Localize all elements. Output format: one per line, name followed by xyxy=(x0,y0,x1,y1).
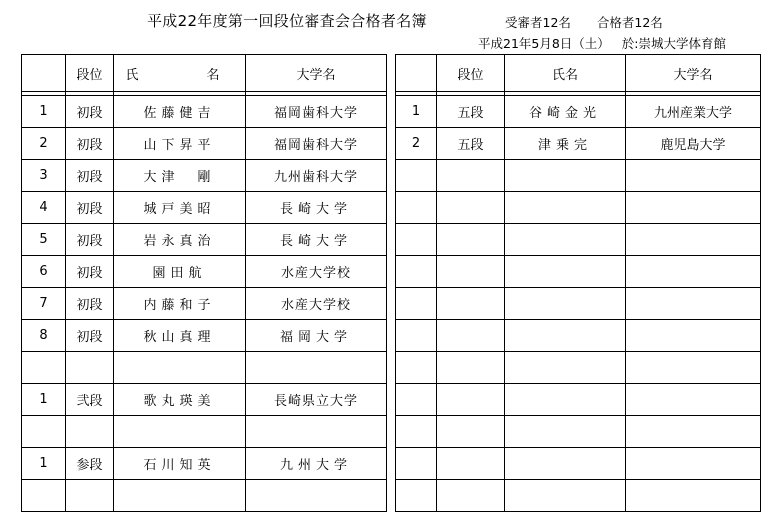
right-dan-cell xyxy=(437,192,505,224)
right-no-cell xyxy=(396,256,437,288)
left-univ-cell: 福岡大学 xyxy=(246,320,387,352)
left-name-cell: 歌丸瑛美 xyxy=(114,384,246,416)
left-univ-cell: 福岡歯科大学 xyxy=(246,96,387,128)
left-dan-cell: 参段 xyxy=(66,448,114,480)
left-dan-cell: 初段 xyxy=(66,320,114,352)
right-name-cell xyxy=(505,352,626,384)
left-dan-cell xyxy=(66,480,114,512)
left-no-cell: 3 xyxy=(22,160,66,192)
table-divider xyxy=(387,96,396,128)
page-title: 平成22年度第一回段位審査会合格者名簿 xyxy=(147,12,427,30)
right-no-cell xyxy=(396,288,437,320)
left-no-cell: 5 xyxy=(22,224,66,256)
right-no-cell xyxy=(396,480,437,512)
left-dan-cell xyxy=(66,416,114,448)
right-univ-cell xyxy=(626,352,761,384)
left-name-cell: 城戸美昭 xyxy=(114,192,246,224)
left-no-cell xyxy=(22,480,66,512)
left-univ-cell xyxy=(246,480,387,512)
left-dan-cell: 初段 xyxy=(66,256,114,288)
right-dan-cell: 五段 xyxy=(437,128,505,160)
exam-venue: 於:崇城大学体育館 xyxy=(621,36,727,51)
right-name-cell xyxy=(505,256,626,288)
table-divider xyxy=(387,416,396,448)
right-dan-cell xyxy=(437,320,505,352)
right-dan-cell xyxy=(437,448,505,480)
table-row xyxy=(22,288,761,320)
right-name-cell xyxy=(505,320,626,352)
right-dan-cell: 五段 xyxy=(437,96,505,128)
left-name-cell: 石川知英 xyxy=(114,448,246,480)
right-no-cell: 1 xyxy=(396,96,437,128)
right-no-cell xyxy=(396,448,437,480)
left-no-cell: 1 xyxy=(22,384,66,416)
right-name-cell xyxy=(505,480,626,512)
left-name-cell: 大津 剛 xyxy=(114,160,246,192)
table-row xyxy=(22,224,761,256)
right-dan-cell xyxy=(437,224,505,256)
left-dan-cell: 初段 xyxy=(66,96,114,128)
table-row xyxy=(22,352,761,384)
right-dan-cell xyxy=(437,256,505,288)
right-no-cell: 2 xyxy=(396,128,437,160)
right-univ-cell xyxy=(626,256,761,288)
left-name-cell xyxy=(114,416,246,448)
left-col-no-header xyxy=(22,55,66,92)
table-divider xyxy=(387,480,396,512)
right-no-cell xyxy=(396,192,437,224)
table-divider xyxy=(387,384,396,416)
table-divider xyxy=(387,288,396,320)
table-divider xyxy=(387,448,396,480)
right-dan-cell xyxy=(437,160,505,192)
right-dan-cell xyxy=(437,352,505,384)
left-col-dan-header: 段位 xyxy=(66,55,114,92)
right-univ-cell xyxy=(626,448,761,480)
table-divider xyxy=(387,224,396,256)
left-univ-cell xyxy=(246,352,387,384)
left-dan-cell: 初段 xyxy=(66,160,114,192)
right-name-cell xyxy=(505,224,626,256)
right-name-cell xyxy=(505,416,626,448)
right-univ-cell: 九州産業大学 xyxy=(626,96,761,128)
left-univ-cell: 九州大学 xyxy=(246,448,387,480)
left-dan-cell: 初段 xyxy=(66,128,114,160)
table-row xyxy=(22,416,761,448)
left-no-cell: 1 xyxy=(22,448,66,480)
right-no-cell xyxy=(396,160,437,192)
table-divider xyxy=(387,55,396,92)
table-divider xyxy=(387,128,396,160)
right-univ-cell xyxy=(626,288,761,320)
left-no-cell: 6 xyxy=(22,256,66,288)
left-univ-cell: 長崎大学 xyxy=(246,224,387,256)
left-no-cell: 8 xyxy=(22,320,66,352)
left-name-cell: 秋山真理 xyxy=(114,320,246,352)
table-row xyxy=(22,448,761,480)
right-univ-cell xyxy=(626,224,761,256)
left-no-cell: 7 xyxy=(22,288,66,320)
right-univ-cell xyxy=(626,480,761,512)
header-row xyxy=(22,55,761,92)
passed-count: 合格者12名 xyxy=(596,15,663,30)
right-dan-cell xyxy=(437,416,505,448)
table-divider xyxy=(387,352,396,384)
results-table xyxy=(21,54,761,512)
table-divider xyxy=(387,160,396,192)
table-divider xyxy=(387,192,396,224)
left-col-name-header: 氏 名 xyxy=(114,55,246,92)
right-univ-cell xyxy=(626,192,761,224)
left-univ-cell: 水産大学校 xyxy=(246,288,387,320)
table-row xyxy=(22,128,761,160)
right-univ-cell xyxy=(626,416,761,448)
right-univ-cell xyxy=(626,160,761,192)
left-univ-cell: 長崎県立大学 xyxy=(246,384,387,416)
right-dan-cell xyxy=(437,288,505,320)
left-name-cell: 山下昇平 xyxy=(114,128,246,160)
right-col-dan-header: 段位 xyxy=(437,55,505,92)
right-dan-cell xyxy=(437,384,505,416)
results-table-body xyxy=(22,55,761,512)
right-name-cell xyxy=(505,288,626,320)
exam-counts xyxy=(505,13,663,31)
table-row xyxy=(22,384,761,416)
left-univ-cell: 福岡歯科大学 xyxy=(246,128,387,160)
right-no-cell xyxy=(396,224,437,256)
left-no-cell xyxy=(22,416,66,448)
left-no-cell xyxy=(22,352,66,384)
left-name-cell: 内藤和子 xyxy=(114,288,246,320)
left-name-cell: 岩永真治 xyxy=(114,224,246,256)
left-dan-cell: 初段 xyxy=(66,288,114,320)
table-row xyxy=(22,480,761,512)
table-row xyxy=(22,96,761,128)
right-name-cell: 谷崎金光 xyxy=(505,96,626,128)
exam-date: 平成21年5月8日（土） xyxy=(478,36,610,51)
right-univ-cell: 鹿児島大学 xyxy=(626,128,761,160)
right-name-cell xyxy=(505,448,626,480)
right-no-cell xyxy=(396,416,437,448)
left-dan-cell: 弐段 xyxy=(66,384,114,416)
applicant-count: 受審者12名 xyxy=(505,15,571,30)
left-univ-cell: 水産大学校 xyxy=(246,256,387,288)
right-name-cell xyxy=(505,192,626,224)
right-name-cell: 津乗完 xyxy=(505,128,626,160)
left-col-univ-header: 大学名 xyxy=(246,55,387,92)
left-univ-cell xyxy=(246,416,387,448)
right-col-name-header: 氏名 xyxy=(505,55,626,92)
left-name-cell xyxy=(114,480,246,512)
table-row xyxy=(22,256,761,288)
table-divider xyxy=(387,320,396,352)
right-univ-cell xyxy=(626,320,761,352)
exam-date-venue xyxy=(478,34,726,52)
right-name-cell xyxy=(505,160,626,192)
left-univ-cell: 九州歯科大学 xyxy=(246,160,387,192)
left-dan-cell xyxy=(66,352,114,384)
table-row xyxy=(22,160,761,192)
table-row xyxy=(22,192,761,224)
table-row xyxy=(22,320,761,352)
left-dan-cell: 初段 xyxy=(66,192,114,224)
left-no-cell: 1 xyxy=(22,96,66,128)
left-name-cell: 佐藤健吉 xyxy=(114,96,246,128)
right-no-cell xyxy=(396,320,437,352)
right-univ-cell xyxy=(626,384,761,416)
left-no-cell: 4 xyxy=(22,192,66,224)
table-divider xyxy=(387,256,396,288)
left-dan-cell: 初段 xyxy=(66,224,114,256)
left-univ-cell: 長崎大学 xyxy=(246,192,387,224)
right-name-cell xyxy=(505,384,626,416)
right-col-univ-header: 大学名 xyxy=(626,55,761,92)
right-dan-cell xyxy=(437,480,505,512)
right-no-cell xyxy=(396,352,437,384)
right-no-cell xyxy=(396,384,437,416)
left-name-cell: 園田航 xyxy=(114,256,246,288)
left-no-cell: 2 xyxy=(22,128,66,160)
left-name-cell xyxy=(114,352,246,384)
right-col-no-header xyxy=(396,55,437,92)
